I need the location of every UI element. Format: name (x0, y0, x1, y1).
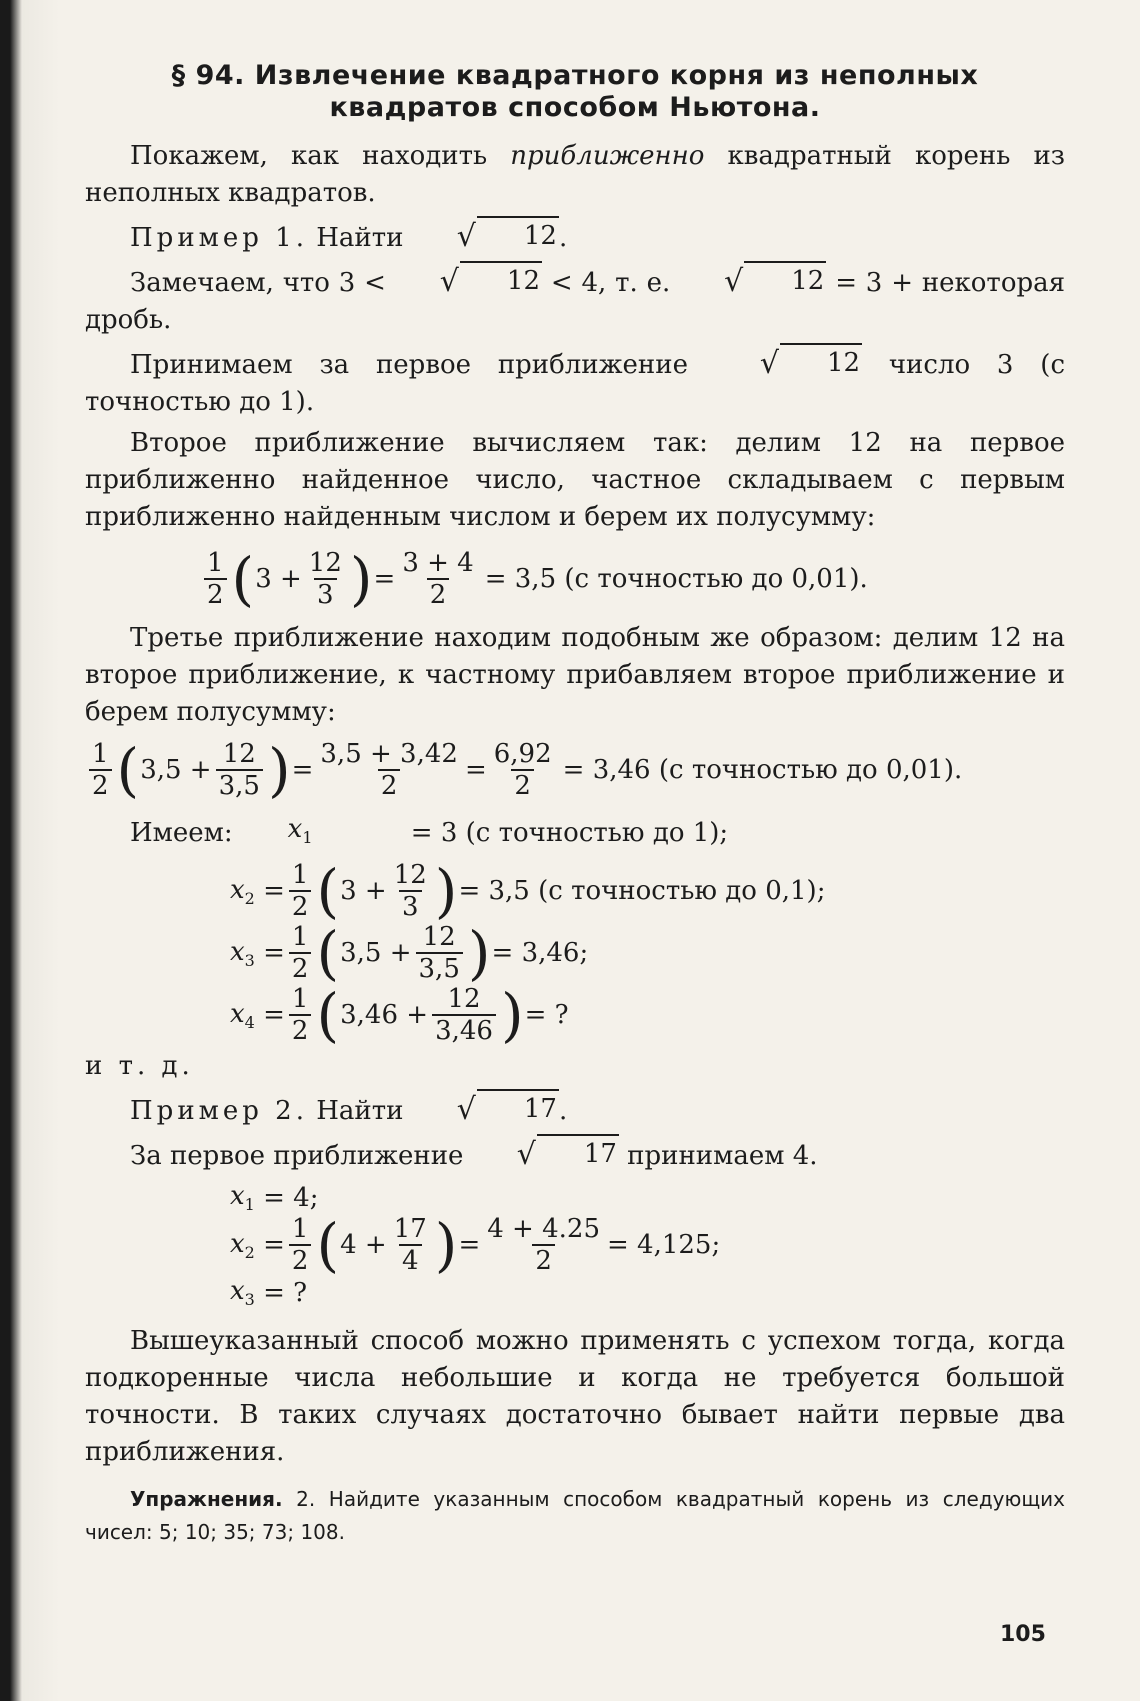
etc-line: и т. д. (85, 1051, 194, 1081)
example1-title: Пример 1. Найти √ 12 . (85, 216, 1065, 257)
conclusion-paragraph: Вышеуказанный способ можно применять с успехом тогда, когда подкоренные числа небольшие и когда не требуется большой точности. В таких случаях достаточно бывает найти первые два приближения. (85, 1326, 1065, 1467)
sqrt-12: √ 12 (715, 343, 862, 382)
ex2-x2-line: $x_2$ = $\frac{1}{2}$ ( 4 + $\frac{17}{4}$ ) = $\frac{4 + 4.25}{2}$ = 4,125; (230, 1211, 721, 1279)
intro-paragraph: Покажем, как находить приближенно квадратный корень из неполных квадратов. (85, 141, 1065, 208)
sqrt-12: √ 12 (412, 216, 559, 255)
x4-line: $x_4$ = $\frac{1}{2}$ ( 3,46 + $\frac{12}{3,46}$ ) = ? (230, 981, 569, 1049)
x1-line: Имеем: $x_1$ = 3 (с точностью до 1); (130, 814, 729, 848)
third-approx-paragraph: Третье приближение находим подобным же образом: делим 12 на второе приближение, к частному прибавляем второе приближение и берем полусумму: (85, 623, 1065, 727)
page-content (85, 60, 1065, 1569)
sqrt-17: √ 17 (412, 1089, 559, 1128)
emphasis-word: приближенно (510, 141, 705, 171)
example2-title: Пример 2. Найти √ 17 . (85, 1089, 1065, 1130)
exercise-paragraph: Упражнения. 2. Найдите указанным способом квадратный корень из следующих чисел: 5; 10; 35; 73; 108. (85, 1487, 1065, 1544)
sqrt-17: √ 17 (472, 1134, 619, 1173)
section-heading: § 94. Извлечение квадратного корня из неполных квадратов способом Ньютона. (171, 60, 979, 123)
equation-second-approx: $\frac{1}{2}$ ( 3 + $\frac{12}{3}$ ) = $\frac{3 + 4}{2}$ = 3,5 (с точностью до 0,01). (200, 548, 1065, 610)
equation-third-approx: $\frac{1}{2}$ ( 3,5 + $\frac{12}{3,5}$ ) = $\frac{3,5 + 3,42}{2}$ = $\frac{6,92}{2}$ = 3,46 (с точностью до 0,01). (85, 739, 1065, 801)
x3-line: $x_3$ = $\frac{1}{2}$ ( 3,5 + $\frac{12}{3,5}$ ) = 3,46; (230, 919, 589, 987)
page-number: 105 (1000, 1622, 1046, 1647)
second-approx-paragraph: Второе приближение вычисляем так: делим 12 на первое приближенно найденное число, частное складываем с первым приближенно найденным числом и берем их полусумму: (85, 428, 1065, 532)
sqrt-12: √ 12 (679, 261, 826, 300)
ex2-x3-line: $x_3$ = ? (230, 1276, 308, 1309)
notice-line: Замечаем, что 3 < √ 12 < 4, т. е. √ 12 = 3 + некоторая дробь. (85, 261, 1065, 339)
sqrt-12: √ 12 (395, 261, 542, 300)
x2-line: $x_2$ = $\frac{1}{2}$ ( 3 + $\frac{12}{3}$ ) = 3,5 (с точностью до 0,1); (230, 857, 826, 925)
first-approx-paragraph: Принимаем за первое приближение √ 12 число 3 (с точностью до 1). (85, 343, 1065, 421)
example2-first-approx: За первое приближение √ 17 принимаем 4. (85, 1134, 1065, 1175)
ex2-x1-line: $x_1$ = 4; (230, 1181, 319, 1214)
